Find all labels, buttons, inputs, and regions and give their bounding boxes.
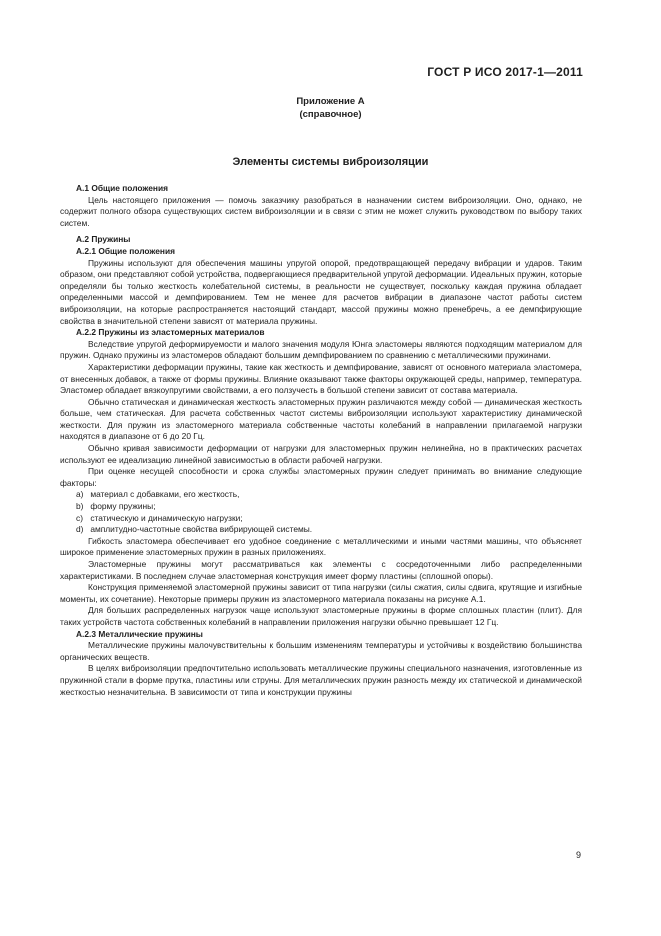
document-code: ГОСТ Р ИСО 2017-1—2011 xyxy=(427,65,583,79)
list-marker: b) xyxy=(76,501,84,512)
paragraph: Металлические пружины малочувствительны к большим изменениям температуры и устойчивы к воздействию большинства органических веществ. xyxy=(60,640,582,662)
paragraph: Гибкость эластомера обеспечивает его удобное соединение с металлическими и иными частями машины, что объясняет широкое применение эластомерных пружин в разных приложениях. xyxy=(60,535,582,558)
appendix-kind: (справочное) xyxy=(299,109,362,120)
list-marker: c) xyxy=(76,512,83,523)
heading-a22: А.2.2 Пружины из эластомерных материалов xyxy=(76,327,265,338)
list-item xyxy=(60,489,582,501)
paragraph: Пружины используют для обеспечения машины упругой опорой, предотвращающей передачу вибрации и ударов. Таким образом, они представляют собой устройства, подвергающиеся предварительной упругой деформации. Идеальных пружин, которые определяли бы только жесткость колебательной системы, в реальности не существует, поскольку каждая пружина обладает определенными массой и демпфированием. Тем не менее для расчетов вибрации в диапазоне частот работы систем виброизоляции, на которые распространяется настоящий стандарт, массой пружины можно пренебречь, а ее демпфирующие свойства в значительной степени зависят от материала пружины. xyxy=(60,257,582,326)
list-text: амплитудно-частотные свойства вибрирующей системы. xyxy=(90,524,313,535)
appendix-label: Приложение А xyxy=(296,96,365,107)
list-item xyxy=(60,501,582,513)
list-marker: a) xyxy=(76,489,84,500)
heading-a1: А.1 Общие положения xyxy=(76,183,169,193)
section-title: Элементы системы виброизоляции xyxy=(232,156,429,168)
heading-a2: А.2 Пружины xyxy=(76,234,131,245)
list-item xyxy=(60,524,582,536)
paragraph: Обычно кривая зависимости деформации от нагрузки для эластомерных пружин нелинейна, но в практических расчетах используют ее идеализацию линейной зависимостью в области рабочей нагрузки. xyxy=(60,443,582,465)
heading-a21: А.2.1 Общие положения xyxy=(76,245,175,256)
paragraph: Эластомерные пружины могут рассматриваться как элементы с сосредоточенными либо распределенными характеристиками. В последнем случае эластомерная конструкция имеет форму пластины (сплошной опоры). xyxy=(60,559,582,581)
heading-a23: А.2.3 Металлические пружины xyxy=(76,628,203,639)
paragraph: Конструкция применяемой эластомерной пружины зависит от типа нагрузки (силы сжатия, силы сдвига, крутящие и изгибные моменты, их сочетание). Некоторые примеры пружин из эластомерного материала показаны на рисунке А.1. xyxy=(60,582,582,604)
paragraph: При оценке несущей способности и срока службы эластомерных пружин следует принимать во внимание следующие факторы: xyxy=(60,466,582,488)
paragraph: Обычно статическая и динамическая жесткость эластомерных пружин различаются между собой — динамическая жесткость больше, чем статическая. Для расчета собственных частот системы виброизоляции используют характеристику динамической жесткости. Для пружин из эластомерного материала собственные частоты колебаний в направлении прилагаемой нагрузки находятся в диапазоне от 6 до 20 Гц. xyxy=(60,396,582,442)
paragraph: Для больших распределенных нагрузок чаще используют эластомерные пружины в форме сплошных пластин (плит). Для таких устройств частота собственных колебаний в направлении приложения нагрузки обычно превышает 12 Гц. xyxy=(60,605,582,627)
paragraph: В целях виброизоляции предпочтительно использовать металлические пружины специального назначения, изготовленные из пружинной стали в форме прутка, пластины или струны. Для металлических пружин разность между их статической и динамической жесткостью незначительна. В зависимости от типа и конструкции пружины xyxy=(60,663,582,697)
list-text: форму пружины; xyxy=(90,501,156,512)
paragraph: Цель настоящего приложения — помочь заказчику разобраться в назначении систем виброизоляции. Оно, однако, не содержит полного обзора существующих систем виброизоляции и в связи с этим не может служить руководством по выбору таких систем. xyxy=(60,194,582,228)
page-number: 9 xyxy=(575,850,581,860)
paragraph: Вследствие упругой деформируемости и малого значения модуля Юнга эластомеры являются подходящим материалом для пружин. Однако пружины из эластомеров обладают большим демпфированием по сравнению с металлическими пружинами. xyxy=(60,338,582,361)
list-text: статическую и динамическую нагрузки; xyxy=(90,512,243,523)
list-marker: d) xyxy=(76,524,84,535)
list-item xyxy=(60,513,582,525)
document-body xyxy=(60,183,582,698)
paragraph: Характеристики деформации пружины, такие как жесткость и демпфирование, зависят от основного материала эластомера, от внесенных добавок, а также от формы пружины. Влияние оказывают также факторы окружающей среды, например, температура. Эластомер обладает вязкоупругими свойствами, а его ползучесть в большой степени зависит от состава материала. xyxy=(60,361,582,396)
list-text: материал с добавками, его жесткость, xyxy=(90,489,240,500)
